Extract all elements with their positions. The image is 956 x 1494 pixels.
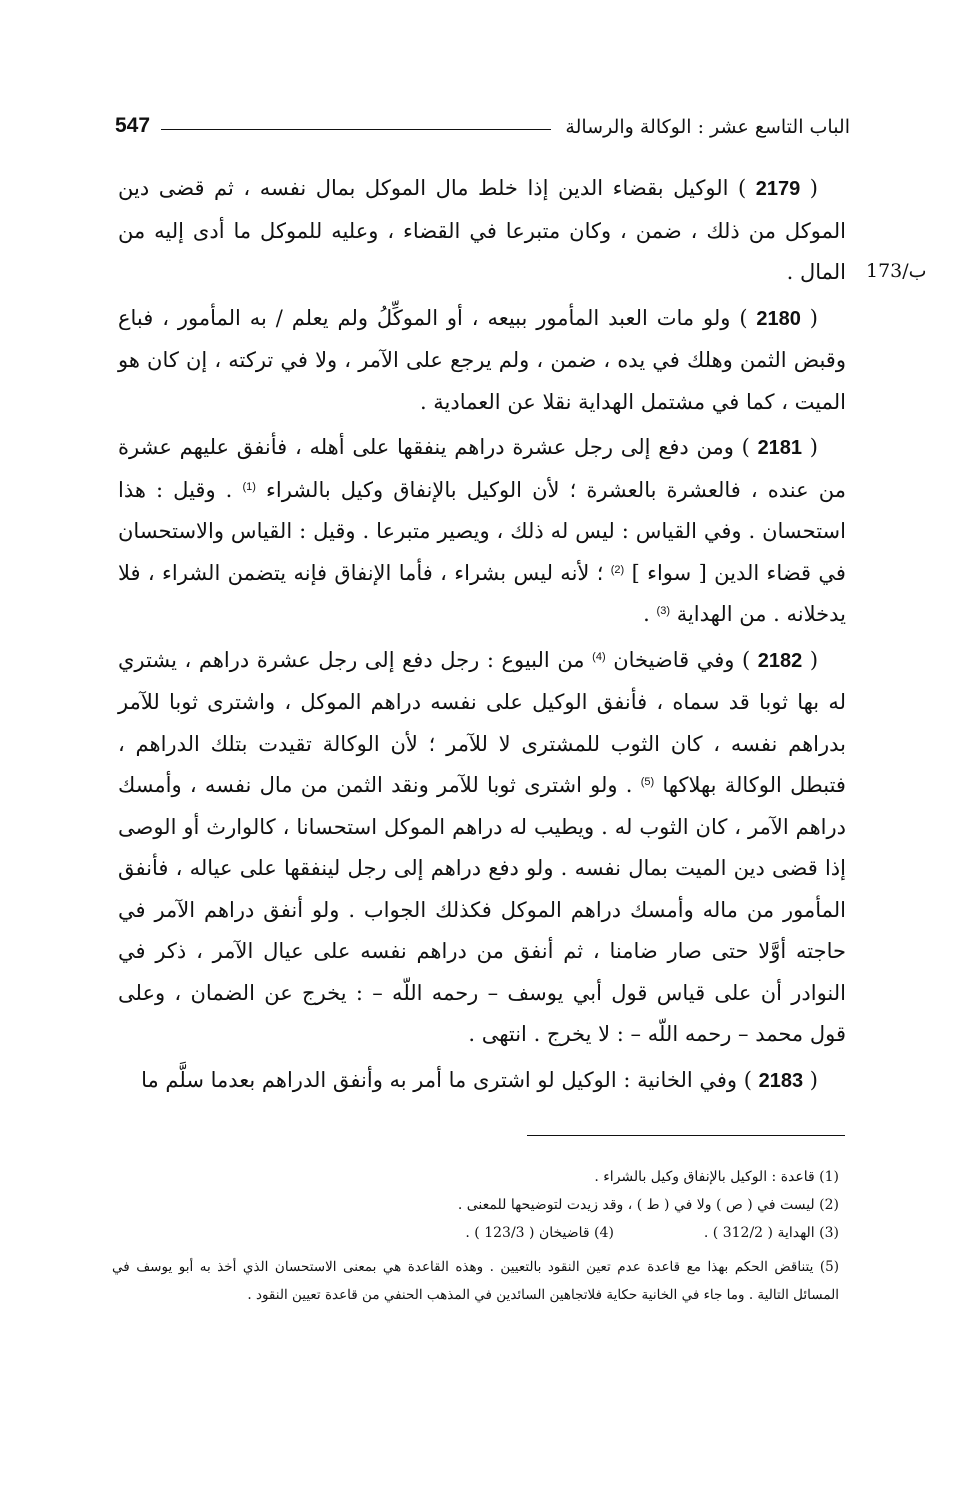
footnote-rule bbox=[527, 1135, 845, 1136]
footnote-ref-3[interactable]: (3) bbox=[656, 605, 671, 617]
running-title: الباب التاسع عشر : الوكالة والرسالة bbox=[565, 116, 850, 138]
paragraph-number: 2183 bbox=[758, 1069, 804, 1092]
body-text bbox=[118, 168, 846, 1102]
paragraph-text: . bbox=[643, 602, 650, 626]
paragraph-text: ومن دفع إلى رجل عشرة دراهم ينفقها على أهله ، فأنفق عليهم عشرة من عنده ، فالعشرة بالعشرة ؛ لأن الوكيل بالإنفاق وكيل بالشراء bbox=[118, 435, 846, 502]
paragraph-number: 2181 bbox=[757, 437, 803, 459]
paragraph-text: . ولو اشترى ثوبا للآمر ونقد الثمن من مال نفسه ، وأمسك دراهم الآمر ، كان الثوب له . ويطيب له دراهم الموكل استحسانا ، كالوارث أو الوصى إذا قضى دين الميت بمال نفسه . ولو دفع دراهم إلى رجل لينفقها على عياله ، فأنفق المأمور من ماله وأمسك دراهم الموكل فكذلك الجواب . ولو أنفق دراهم الآمر في حاجته أوَّلا حتى صار ضامنا ، ثم أنفق من دراهم نفسه على عيال الآمر ، ذكر في النوادر أن على قياس قول أبي يوسف – رحمه اللّه – : يخرج عن الضمان ، وعلى قول محمد – رحمه اللّه – : لا يخرج . انتهى . bbox=[118, 773, 846, 1046]
footnote-ref-4[interactable]: (4) bbox=[592, 650, 606, 663]
paragraph-2182: ( 2182 ) وفي قاضيخان $^{(4)}$ من البيوع : رجل دفع إلى رجل عشرة دراهم ، يشتري له بها ثوبا قد سماه ، فأنفق الوكيل على نفسه دراهم الموكل ، واشترى ثوبا للآمر بدراهم نفسه ، كان الثوب للمشترى لا للآمر ؛ لأن الوكالة تقيدت بتلك الدراهم ، فتبطل الوكالة بهلاكها $^{(5)}$ . ولو اشترى ثوبا للآمر ونقد الثمن من مال نفسه ، وأمسك دراهم الآمر ، كان الثوب له . ويطيب له دراهم الموكل استحسانا ، كالوارث أو الوصى إذا قضى دين الميت بمال نفسه . ولو دفع دراهم إلى رجل لينفقها على عياله ، فأنفق المأمور من ماله وأمسك دراهم الموكل فكذلك الجواب . ولو أنفق دراهم الآمر في حاجته أوَّلا حتى صار ضامنا ، ثم أنفق من دراهم نفسه على عيال الآمر ، ذكر في النوادر أن على قياس قول أبي يوسف – رحمه اللّه – : يخرج عن الضمان ، وعلى قول محمد – رحمه اللّه – : لا يخرج . انتهى . bbox=[118, 647, 846, 1046]
footnote-3: (3) الهداية ( 312/2 ) . bbox=[703, 1225, 839, 1241]
paragraph-text: ولو مات العبد المأمور ببيعه ، أو الموكِّلُ ولم يعلم / به المأمور ، فباع وقبض الثمن وهلك في يده ، ضمن ، ولم يرجع على الآمر ، ولا في تركته ، إن كان هو الميت ، كما في مشتمل الهداية نقلا عن العمادية . bbox=[118, 305, 846, 414]
paragraph-number: 2182 bbox=[757, 649, 803, 672]
paragraph-2179: ( 2179 ) الوكيل بقضاء الدين إذا خلط مال الموكل بمال نفسه ، ثم قضى دين الموكل من ذلك ، ضمن ، وكان متبرعا في القضاء ، وعليه للموكل ما أدى إليه من المال . bbox=[118, 176, 846, 284]
paragraph-text: . وقيل : هذا استحسان . وفي القياس : ليس له ذلك ، ويصير متبرعا . وقيل : القياس والاستحسان في قضاء الدين [ سواء ] bbox=[118, 477, 846, 585]
footnote-ref-5[interactable]: (5) bbox=[640, 776, 655, 788]
paragraph-text: ؛ لأنه ليس بشراء ، فأما الإنفاق فإنه يتضمن الشراء ، فلا يدخلانه . من الهداية bbox=[118, 560, 846, 626]
paragraph-number: 2180 bbox=[756, 307, 801, 330]
paragraph-text: من البيوع : رجل دفع إلى رجل عشرة دراهم ، يشتري له بها ثوبا قد سماه ، فأنفق الوكيل على نفسه دراهم الموكل ، واشترى ثوبا للآمر بدراهم نفسه ، كان الثوب للمشترى لا للآمر ؛ لأن الوكالة تقيدت بتلك الدراهم ، فتبطل الوكالة بهلاكها bbox=[118, 647, 846, 797]
paragraph-text: وفي الخانية : الوكيل لو اشترى ما أمر به وأنفق الدراهم بعدما سلَّم ما bbox=[141, 1067, 738, 1092]
footnote-ref-1[interactable]: (1) bbox=[242, 480, 256, 493]
footnote-row bbox=[112, 1219, 847, 1247]
footnote-ref-2[interactable]: (2) bbox=[610, 563, 625, 576]
paragraph-2181: ( 2181 ) ومن دفع إلى رجل عشرة دراهم ينفقها على أهله ، فأنفق عليهم عشرة من عنده ، فالعشرة بالعشرة ؛ لأن الوكيل بالإنفاق وكيل بالشراء $^{(1)}$ . وقيل : هذا استحسان . وفي القياس : ليس له ذلك ، ويصير متبرعا . وقيل : القياس والاستحسان في قضاء الدين [ سواء ] $^{(2)}$ ؛ لأنه ليس بشراء ، فأما الإنفاق فإنه يتضمن الشراء ، فلا يدخلانه . من الهداية $^{(3)}$ . bbox=[118, 435, 846, 626]
paragraph-text: الوكيل بقضاء الدين إذا خلط مال الموكل بمال نفسه ، ثم قضى دين الموكل من ذلك ، ضمن ، وكان متبرعا في القضاء ، وعليه للموكل ما أدى إليه من المال . bbox=[118, 176, 846, 284]
page-number: 547 bbox=[115, 114, 151, 137]
paragraph-text: وفي قاضيخان bbox=[613, 647, 735, 672]
footnote-2: (2) ليست في ( ص ) ولا في ( ط ) ، وقد زيدت لتوضيحها للمعنى . bbox=[457, 1197, 839, 1213]
manuscript-folio-marker: 173/ب bbox=[866, 260, 927, 282]
header-rule bbox=[161, 129, 551, 130]
footnote-5: (5) يتناقض الحكم بهذا مع قاعدة عدم تعين النقود بالتعيين . وهذه القاعدة هي بمعنى الاستحسان الذي أخذ به أبو يوسف في المسائل التالية . وما جاء في الخانية حكاية فلاتجاهين السائدين في المذهب الحنفي من قاعدة تعيين النقود . bbox=[112, 1259, 839, 1303]
running-header bbox=[115, 112, 850, 152]
paragraph-2180: ( 2180 ) ولو مات العبد المأمور ببيعه ، أو الموكِّلُ ولم يعلم / به المأمور ، فباع وقبض الثمن وهلك في يده ، ضمن ، ولم يرجع على الآمر ، ولا في تركته ، إن كان هو الميت ، كما في مشتمل الهداية نقلا عن العمادية . bbox=[118, 305, 846, 414]
footnote-1: (1) قاعدة : الوكيل بالإنفاق وكيل بالشراء . bbox=[594, 1169, 839, 1185]
paragraph-number: 2179 bbox=[755, 178, 801, 200]
paragraph-2183: ( 2183 ) وفي الخانية : الوكيل لو اشترى ما أمر به وأنفق الدراهم بعدما سلَّم ما bbox=[141, 1067, 818, 1092]
footnotes bbox=[112, 1163, 847, 1309]
footnote-4: (4) قاضيخان ( 123/3 ) . bbox=[465, 1225, 614, 1241]
